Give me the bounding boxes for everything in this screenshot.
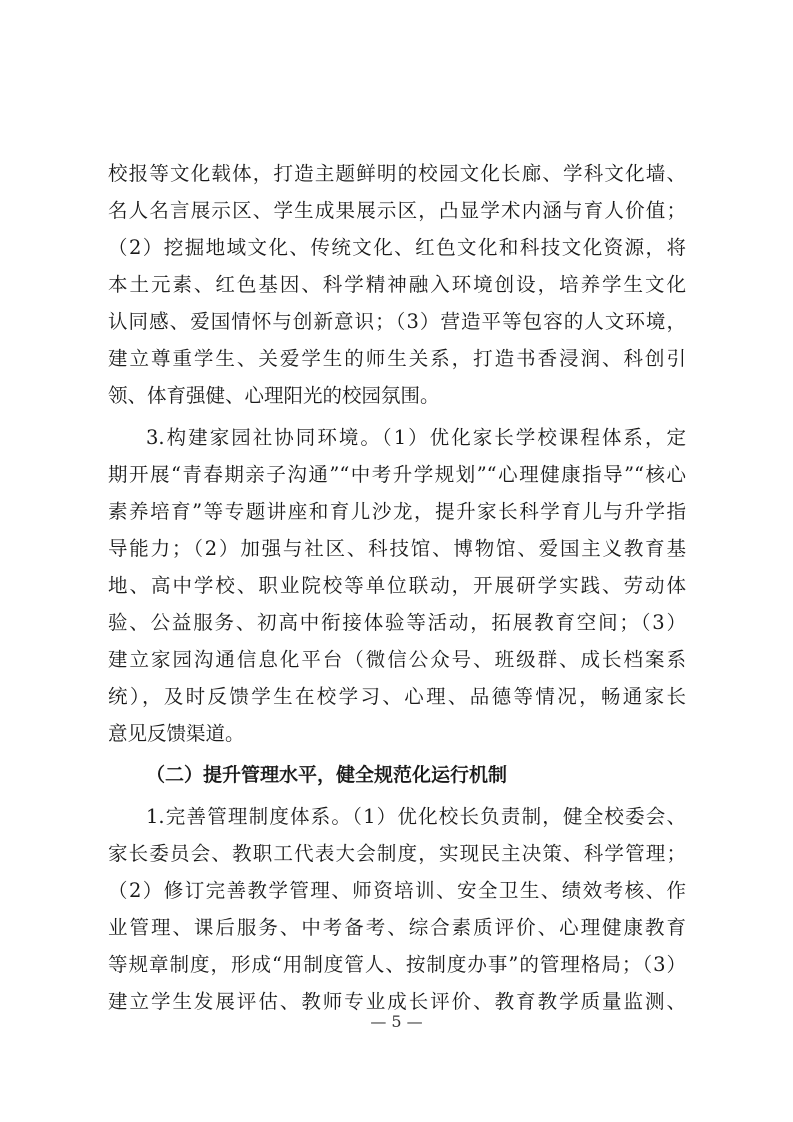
text-line: 地、高中学校、职业院校等单位联动，开展研学实践、劳动体	[108, 574, 686, 597]
paragraph-first-line: 1.完善管理制度体系。（1）优化校长负责制，健全校委会、	[146, 805, 686, 828]
paragraph-first-line: 3.构建家园社协同环境。（1）优化家长学校课程体系，定	[146, 426, 686, 449]
text-line: （2）挖掘地域文化、传统文化、红色文化和科技文化资源，将	[108, 236, 686, 259]
text-line: 建立学生发展评估、教师专业成长评价、教育教学质量监测、	[108, 990, 686, 1013]
text-line: 建立家园沟通信息化平台（微信公众号、班级群、成长档案系	[108, 648, 686, 671]
text-line: 建立尊重学生、关爱学生的师生关系，打造书香浸润、科创引	[108, 347, 686, 370]
text-line: 家长委员会、教职工代表大会制度，实现民主决策、科学管理；	[108, 842, 686, 865]
text-line: 认同感、爱国情怀与创新意识；（3）营造平等包容的人文环境，	[108, 310, 686, 333]
text-line: 领、体育强健、心理阳光的校园氛围。	[108, 384, 440, 407]
text-line: 校报等文化载体，打造主题鲜明的校园文化长廊、学科文化墙、	[108, 162, 686, 185]
text-line: 验、公益服务、初高中衔接体验等活动，拓展教育空间；（3）	[108, 611, 686, 634]
text-line: 统），及时反馈学生在校学习、心理、品德等情况，畅通家长	[108, 685, 686, 708]
text-line: 本土元素、红色基因、科学精神融入环境创设，培养学生文化	[108, 273, 686, 296]
text-line: 等规章制度，形成“用制度管人、按制度办事”的管理格局；（3）	[108, 953, 686, 976]
text-line: 素养培育”等专题讲座和育儿沙龙，提升家长科学育儿与升学指	[108, 500, 686, 523]
text-line: 意见反馈渠道。	[108, 722, 245, 745]
text-line: 名人名言展示区、学生成果展示区，凸显学术内涵与育人价值；	[108, 199, 686, 222]
section-heading: （二）提升管理水平，健全规范化运行机制	[146, 764, 508, 786]
page-number: — 5 —	[370, 1012, 423, 1031]
text-line: （2）修订完善教学管理、师资培训、安全卫生、绩效考核、作	[108, 879, 686, 902]
text-line: 导能力；（2）加强与社区、科技馆、博物馆、爱国主义教育基	[108, 537, 686, 560]
text-line: 业管理、课后服务、中考备考、综合素质评价、心理健康教育	[108, 916, 686, 939]
text-line: 期开展“青春期亲子沟通”“中考升学规划”“心理健康指导”“核心	[108, 463, 686, 486]
